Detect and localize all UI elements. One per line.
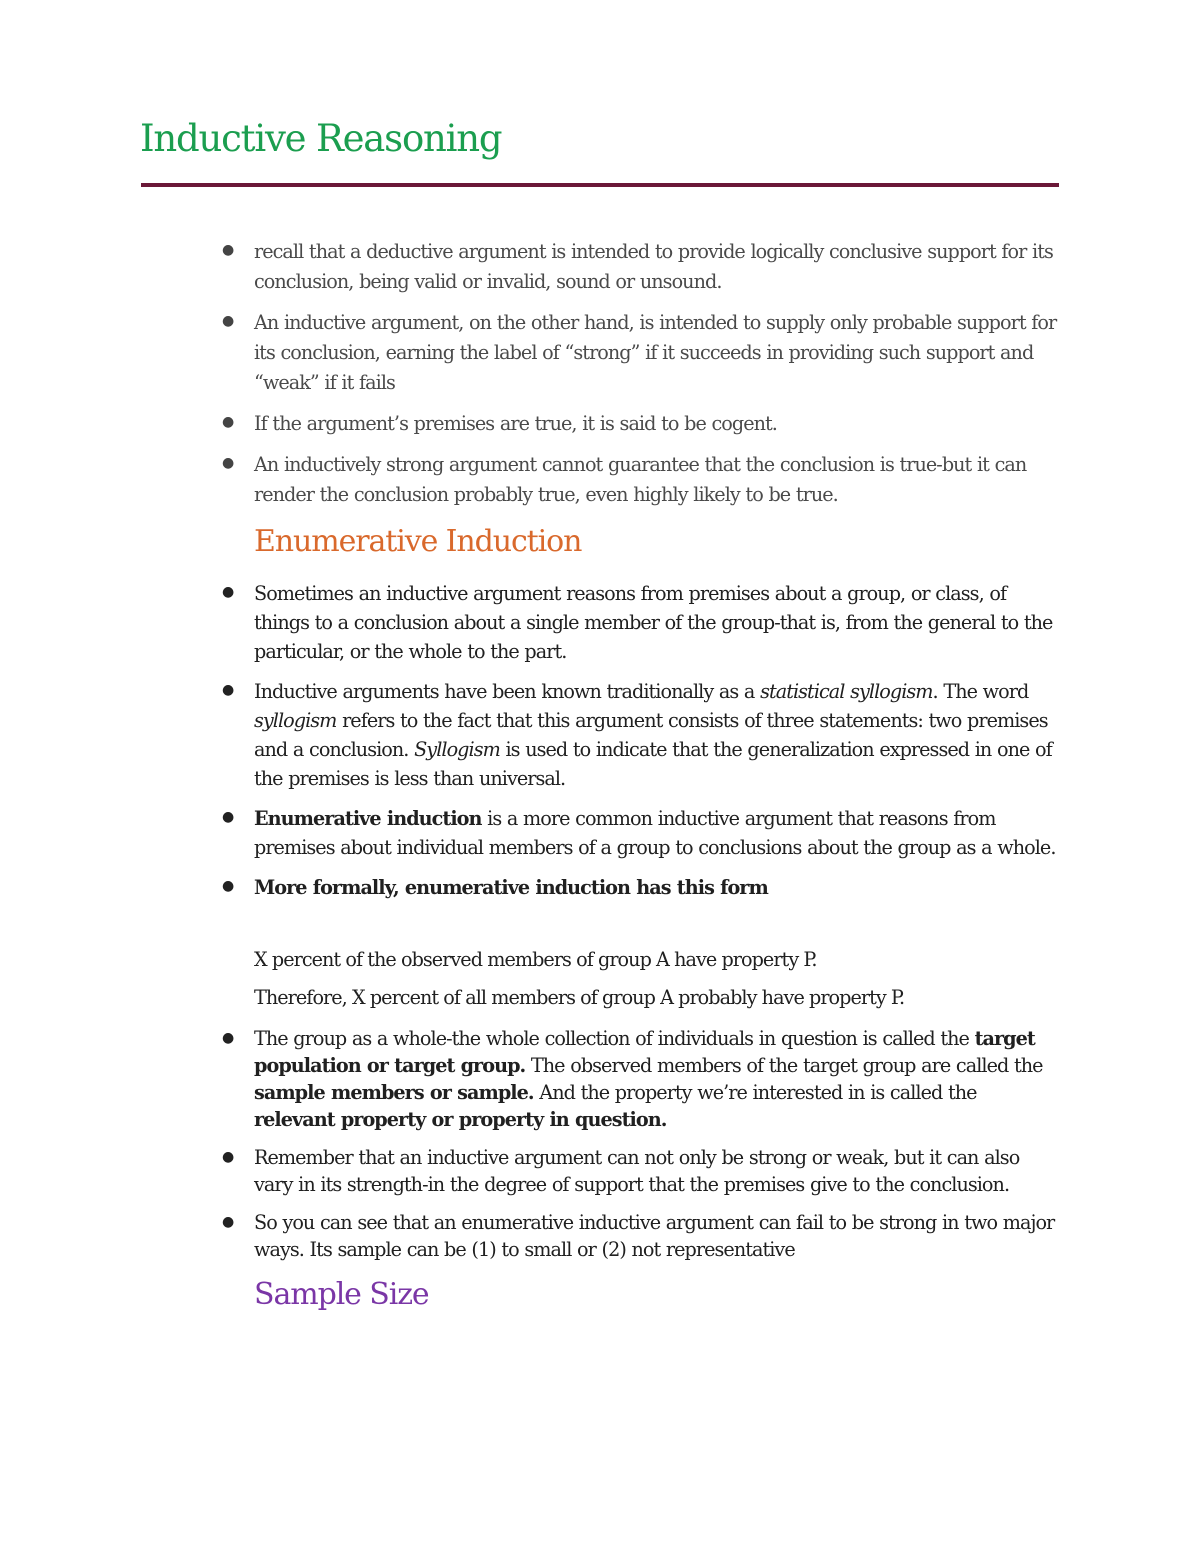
bullet-icon: ● — [222, 242, 235, 258]
bullet-icon: ● — [222, 878, 235, 894]
enumerative-bullet-list-continued — [140, 1025, 1060, 1274]
list-item: ● An inductive argument, on the other hand, is intended to supply only probable support for its conclusion, earning the label of “strong” if it succeeds in providing such support and “weak” if it fails — [222, 311, 1057, 394]
bullet-icon: ● — [222, 455, 235, 471]
bullet-icon: ● — [222, 1149, 235, 1165]
intro-bullet-list — [140, 237, 1060, 521]
bullet-icon: ● — [222, 809, 235, 825]
list-item: ● Inductive arguments have been known traditionally as a statistical syllogism. The word syllogism refers to the fact that this argument consists of three statements: two premises and a conclusion. Syllogism is used to indicate that the generalization expressed in one of the premises is less than universal. — [222, 680, 1052, 790]
section-heading-enumerative-induction: Enumerative Induction — [254, 524, 582, 559]
list-item: ● Sometimes an inductive argument reasons from premises about a group, or class, of things to a conclusion about a single member of the group-that is, from the general to the particular, or the whole to the part. — [222, 582, 1053, 663]
list-item: ● So you can see that an enumerative inductive argument can fail to be strong in two major ways. Its sample can be (1) to small or (2) not representative — [222, 1211, 1055, 1261]
list-item: ● The group as a whole-the whole collection of individuals in question is called the target population or target group. The observed members of the target group are called the sample members or sample. And the property we’re interested in is called the relevant property or property in question. — [222, 1027, 1043, 1131]
bullet-icon: ● — [222, 1214, 235, 1230]
title-divider — [141, 183, 1059, 187]
bullet-icon: ● — [222, 313, 235, 329]
bullet-icon: ● — [222, 682, 235, 698]
list-item: ● Enumerative induction is a more common inductive argument that reasons from premises about individual members of a group to conclusions about the group as a whole. — [222, 807, 1056, 859]
bullet-icon: ● — [222, 1030, 235, 1046]
form-line-premise: X percent of the observed members of group A have property P. — [254, 948, 817, 971]
section-heading-sample-size: Sample Size — [254, 1277, 429, 1312]
list-item: ● If the argument’s premises are true, it is said to be cogent. — [222, 412, 777, 435]
list-item: ● An inductively strong argument cannot guarantee that the conclusion is true-but it can render the conclusion probably true, even highly likely to be true. — [222, 453, 1027, 506]
enumerative-bullet-list — [140, 579, 1060, 913]
list-item: ● More formally, enumerative induction has this form — [222, 876, 768, 899]
bullet-icon: ● — [222, 414, 235, 430]
page-title: Inductive Reasoning — [140, 117, 502, 160]
bullet-icon: ● — [222, 584, 235, 600]
form-line-conclusion: Therefore, X percent of all members of group A probably have property P. — [254, 986, 905, 1009]
list-item: ● recall that a deductive argument is intended to provide logically conclusive support for its conclusion, being valid or invalid, sound or unsound. — [222, 240, 1053, 293]
list-item: ● Remember that an inductive argument can not only be strong or weak, but it can also vary in its strength-in the degree of support that the premises give to the conclusion. — [222, 1146, 1020, 1196]
